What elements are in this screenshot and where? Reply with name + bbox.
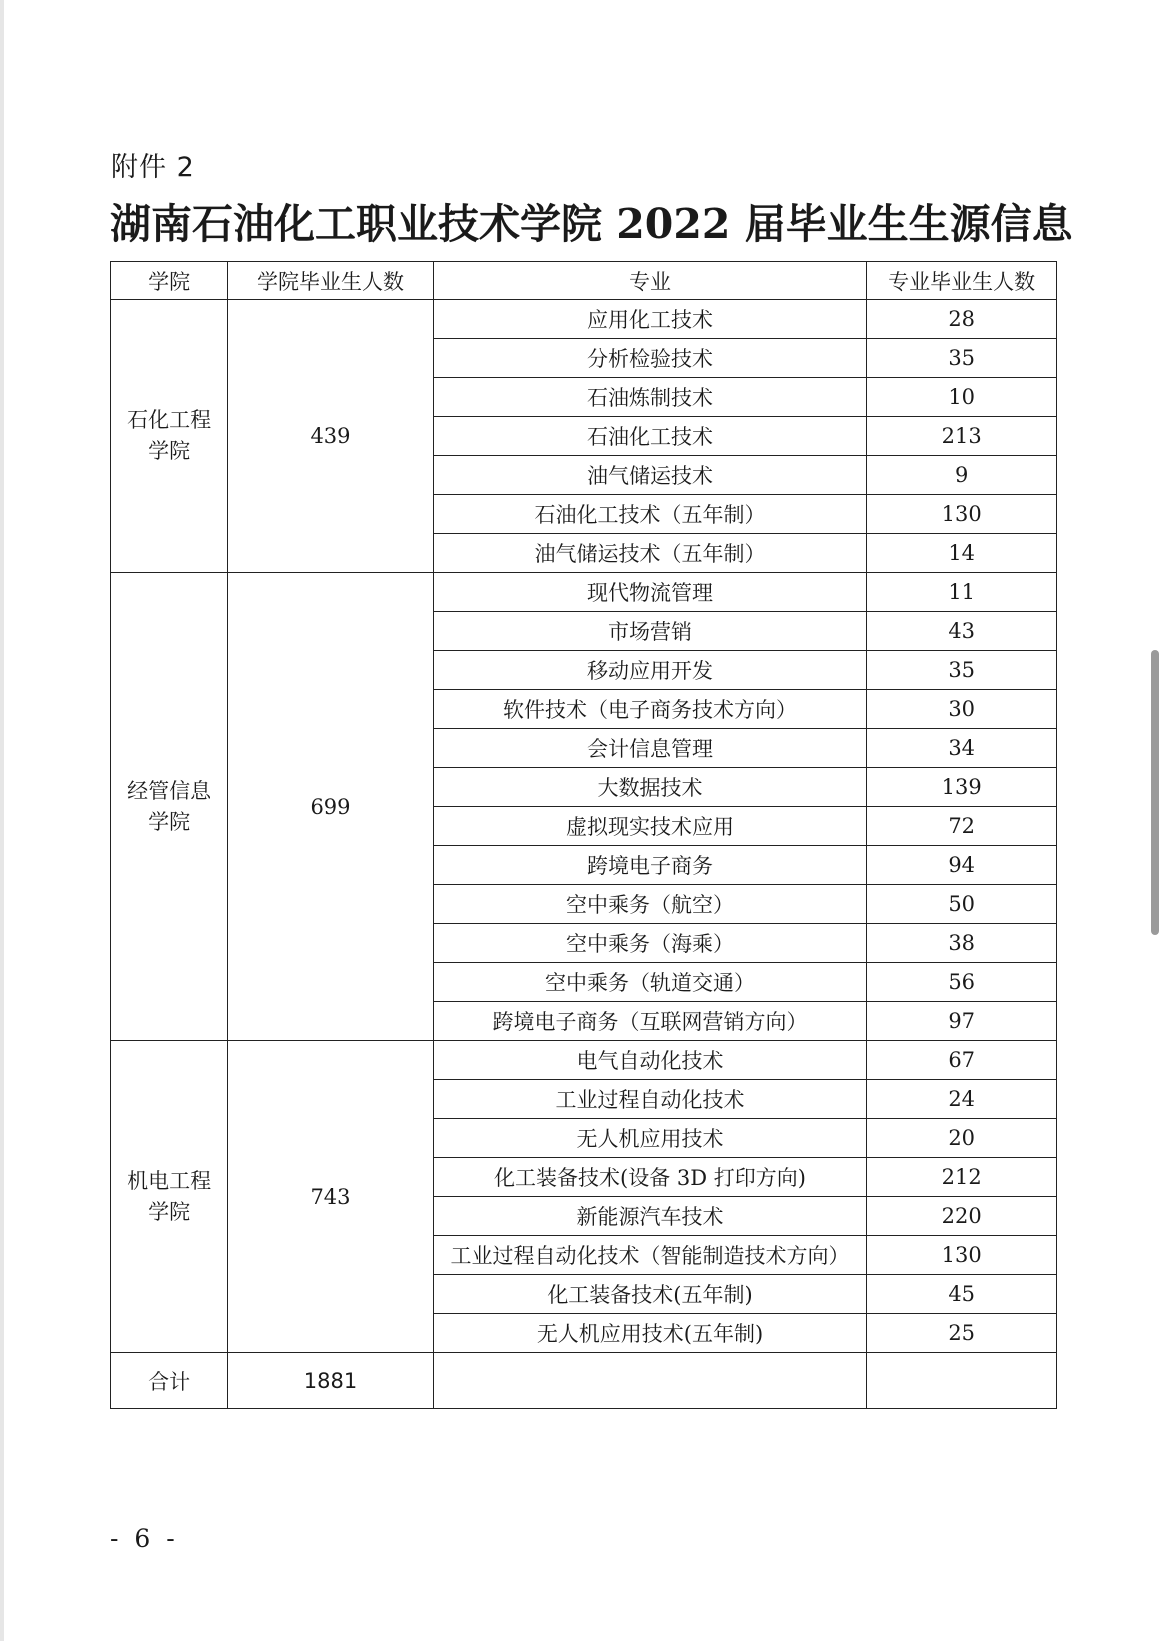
major-count-cell: 43	[867, 612, 1057, 651]
table-row	[111, 300, 1057, 339]
college-name-line: 学院	[148, 1199, 191, 1224]
major-count-cell: 24	[867, 1080, 1057, 1119]
college-name-line: 学院	[148, 439, 191, 463]
table-row	[111, 573, 1057, 612]
major-count-cell: 50	[867, 885, 1057, 924]
major-count-cell: 9	[867, 456, 1057, 495]
major-count-cell: 35	[867, 651, 1057, 690]
college-name-cell	[111, 573, 228, 1041]
major-name-cell: 石油化工技术	[433, 417, 867, 456]
major-count-cell: 10	[867, 378, 1057, 417]
major-count-cell: 139	[867, 768, 1057, 807]
header-college: 学院	[111, 262, 228, 300]
major-name-cell: 电气自动化技术	[433, 1041, 867, 1080]
major-count-cell: 20	[867, 1119, 1057, 1158]
major-count-cell: 11	[867, 573, 1057, 612]
college-name-line: 经管信息	[127, 778, 212, 803]
table-header-row	[111, 262, 1057, 300]
college-name-line: 石化工程	[127, 408, 212, 432]
major-name-cell: 工业过程自动化技术	[433, 1080, 867, 1119]
college-name-cell	[111, 1041, 228, 1353]
total-empty-cell	[433, 1353, 867, 1409]
major-count-cell: 30	[867, 690, 1057, 729]
major-name-cell: 化工装备技术(五年制)	[433, 1275, 867, 1314]
major-name-cell: 移动应用开发	[433, 651, 867, 690]
total-label-cell: 合计	[111, 1353, 228, 1409]
major-count-cell: 45	[867, 1275, 1057, 1314]
college-total-cell: 743	[228, 1041, 433, 1353]
header-major: 专业	[433, 262, 867, 300]
major-count-cell: 72	[867, 807, 1057, 846]
major-name-cell: 工业过程自动化技术（智能制造技术方向）	[433, 1236, 867, 1275]
major-count-cell: 25	[867, 1314, 1057, 1353]
total-row	[111, 1353, 1057, 1409]
major-count-cell: 130	[867, 1236, 1057, 1275]
major-name-cell: 石油炼制技术	[433, 378, 867, 417]
page-edge	[0, 0, 4, 1641]
major-name-cell: 虚拟现实技术应用	[433, 807, 867, 846]
scrollbar-thumb[interactable]	[1151, 650, 1159, 935]
major-count-cell: 14	[867, 534, 1057, 573]
major-name-cell: 跨境电子商务（互联网营销方向）	[433, 1002, 867, 1041]
major-name-cell: 油气储运技术	[433, 456, 867, 495]
major-count-cell: 56	[867, 963, 1057, 1002]
major-name-cell: 空中乘务（海乘）	[433, 924, 867, 963]
major-name-cell: 空中乘务（航空）	[433, 885, 867, 924]
major-count-cell: 38	[867, 924, 1057, 963]
major-count-cell: 212	[867, 1158, 1057, 1197]
major-name-cell: 软件技术（电子商务技术方向）	[433, 690, 867, 729]
header-college-count: 学院毕业生人数	[228, 262, 433, 300]
major-name-cell: 无人机应用技术	[433, 1119, 867, 1158]
major-name-cell: 大数据技术	[433, 768, 867, 807]
document-title: 湖南石油化工职业技术学院 2022 届毕业生生源信息	[110, 200, 1073, 248]
major-name-cell: 新能源汽车技术	[433, 1197, 867, 1236]
major-name-cell: 市场营销	[433, 612, 867, 651]
graduate-source-table	[110, 261, 1057, 1409]
major-count-cell: 97	[867, 1002, 1057, 1041]
major-name-cell: 应用化工技术	[433, 300, 867, 339]
major-name-cell: 会计信息管理	[433, 729, 867, 768]
major-count-cell: 35	[867, 339, 1057, 378]
major-count-cell: 94	[867, 846, 1057, 885]
college-name-cell	[111, 300, 228, 573]
attachment-label: 附件 2	[111, 152, 195, 183]
major-count-cell: 130	[867, 495, 1057, 534]
major-name-cell: 石油化工技术（五年制）	[433, 495, 867, 534]
major-name-cell: 空中乘务（轨道交通）	[433, 963, 867, 1002]
major-count-cell: 67	[867, 1041, 1057, 1080]
major-name-cell: 无人机应用技术(五年制)	[433, 1314, 867, 1353]
major-count-cell: 220	[867, 1197, 1057, 1236]
header-major-count: 专业毕业生人数	[867, 262, 1057, 300]
table-row	[111, 1041, 1057, 1080]
college-total-cell: 699	[228, 573, 433, 1041]
major-name-cell: 分析检验技术	[433, 339, 867, 378]
college-total-cell: 439	[228, 300, 433, 573]
major-count-cell: 28	[867, 300, 1057, 339]
major-name-cell: 跨境电子商务	[433, 846, 867, 885]
major-count-cell: 34	[867, 729, 1057, 768]
major-name-cell: 现代物流管理	[433, 573, 867, 612]
major-name-cell: 油气储运技术（五年制）	[433, 534, 867, 573]
college-name-line: 机电工程	[127, 1168, 212, 1193]
total-count-cell: 1881	[228, 1353, 433, 1409]
major-name-cell: 化工装备技术(设备 3D 打印方向)	[433, 1158, 867, 1197]
total-empty-cell	[867, 1353, 1057, 1409]
major-count-cell: 213	[867, 417, 1057, 456]
college-name-line: 学院	[148, 809, 191, 834]
page-number: - 6 -	[110, 1524, 179, 1553]
